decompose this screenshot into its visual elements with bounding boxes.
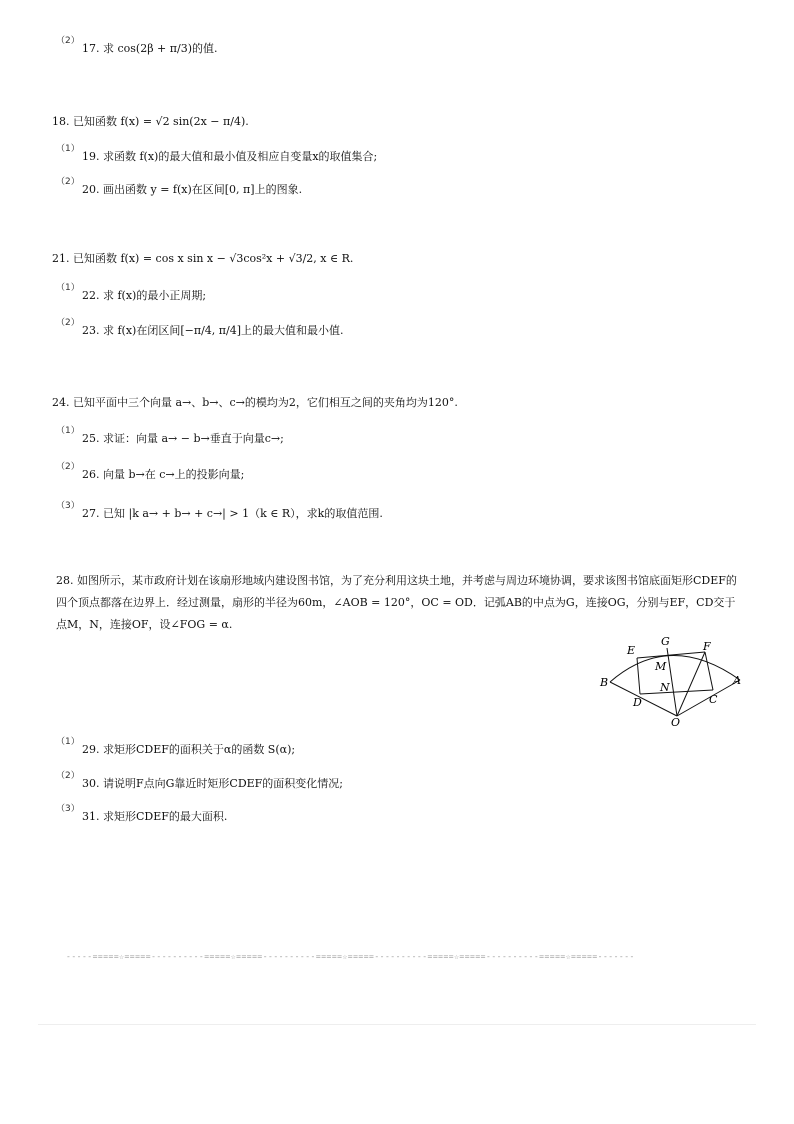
question-q24: 24. 已知平面中三个向量 a→、b→、c→的模均为2，它们相互之间的夹角均为120°. — [52, 396, 458, 409]
part-marker-q26: （2） — [56, 462, 80, 472]
part-marker-q27: （3） — [56, 501, 80, 511]
label-A: A — [733, 674, 741, 687]
question-q26: 26. 向量 b→在 c→上的投影向量; — [82, 468, 245, 481]
label-E: E — [627, 644, 636, 657]
part-marker-q29: （1） — [56, 737, 80, 747]
part-marker-q30: （2） — [56, 771, 80, 781]
question-q27: 27. 已知 |k a→ + b→ + c→| > 1（k ∈ R），求k的取值范围. — [82, 507, 383, 520]
label-F: F — [703, 640, 711, 653]
footer-rule — [38, 1024, 756, 1025]
question-28: 28. 如图所示，某市政府计划在该扇形地域内建设图书馆，为了充分利用这块土地，并考虑与周边环境协调，要求该图书馆底面矩形CDEF的四个顶点都落在边界上．经过测量，扇形的半径为60m，∠AOB = 120°，OC = OD．记弧AB的中点为G，连接OG，分别与EF，CD交于点M，N，连接OF，设∠FOG = α. — [56, 574, 737, 631]
question-q20: 20. 画出函数 y = f(x)在区间[0, π]上的图象. — [82, 183, 303, 196]
part-marker-q20: （2） — [56, 177, 80, 187]
question-q23: 23. 求 f(x)在闭区间[−π/4, π/4]上的最大值和最小值. — [82, 324, 344, 337]
label-D: D — [633, 696, 642, 709]
label-N: N — [660, 681, 670, 694]
question-q19: 19. 求函数 f(x)的最大值和最小值及相应自变量x的取值集合; — [82, 150, 378, 163]
part-marker-q31: （3） — [56, 804, 80, 814]
question-q21: 21. 已知函数 f(x) = cos x sin x − √3cos²x + √3/2, x ∈ R. — [52, 252, 354, 265]
label-G: G — [661, 635, 670, 648]
question-q30: 30. 请说明F点向G靠近时矩形CDEF的面积变化情况; — [82, 777, 344, 790]
label-B: B — [600, 676, 609, 689]
section-divider: -----=====☆=====----------=====☆=====----------=====☆=====----------=====☆=====----------=====☆=====------- — [66, 952, 635, 961]
question-q17: 17. 求 cos(2β + π/3)的值. — [82, 42, 218, 55]
part-marker-q22: （1） — [56, 283, 80, 293]
question-q31: 31. 求矩形CDEF的最大面积. — [82, 810, 228, 823]
label-C: C — [709, 693, 718, 706]
label-M: M — [655, 660, 667, 673]
part-marker-q19: （1） — [56, 144, 80, 154]
part-marker-q25: （1） — [56, 426, 80, 436]
question-q29: 29. 求矩形CDEF的面积关于α的函数 S(α); — [82, 743, 296, 756]
sector-figure — [595, 630, 755, 730]
part-marker-q23: （2） — [56, 318, 80, 328]
question-q18: 18. 已知函数 f(x) = √2 sin(2x − π/4). — [52, 115, 249, 128]
label-O: O — [671, 716, 681, 729]
question-q25: 25. 求证：向量 a→ − b→垂直于向量c→; — [82, 432, 284, 445]
part-marker-q17: （2） — [56, 36, 80, 46]
question-q22: 22. 求 f(x)的最小正周期; — [82, 289, 207, 302]
